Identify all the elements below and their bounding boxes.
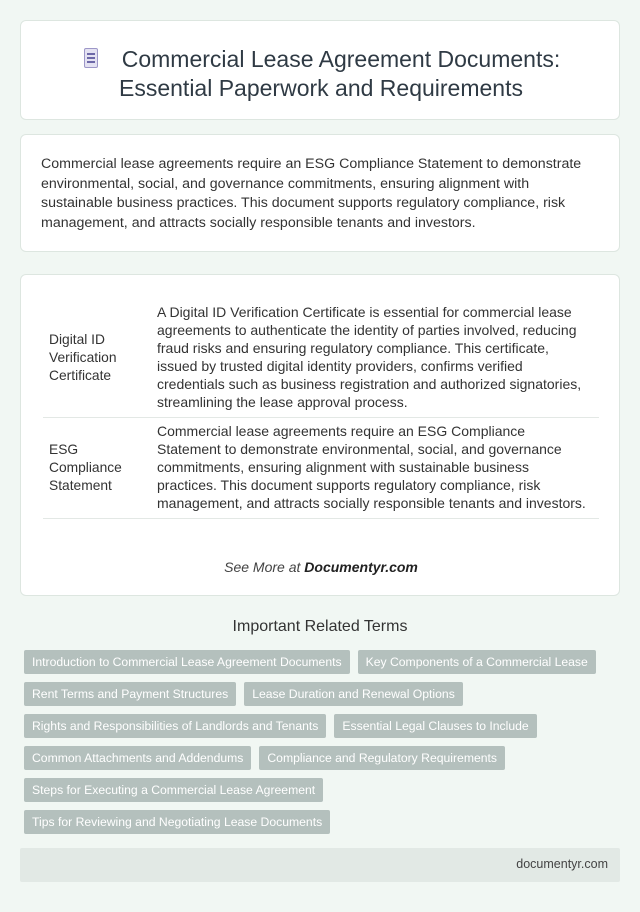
footer bbox=[20, 848, 620, 882]
related-term-tag[interactable]: Lease Duration and Renewal Options bbox=[244, 682, 463, 706]
documents-table-card bbox=[20, 274, 620, 596]
related-term-tag[interactable]: Tips for Reviewing and Negotiating Lease Documents bbox=[24, 810, 330, 834]
document-icon bbox=[82, 48, 100, 70]
related-terms-tags bbox=[24, 650, 616, 842]
related-term-tag[interactable]: Essential Legal Clauses to Include bbox=[334, 714, 536, 738]
related-term-tag[interactable]: Steps for Executing a Commercial Lease Agreement bbox=[24, 778, 323, 802]
title-line-2: Essential Paperwork and Requirements bbox=[119, 75, 523, 101]
see-more-link[interactable] bbox=[21, 559, 621, 575]
table-row bbox=[43, 418, 599, 519]
related-term-tag[interactable]: Rent Terms and Payment Structures bbox=[24, 682, 236, 706]
see-more-prefix: See More at bbox=[224, 559, 305, 575]
see-more-site[interactable]: Documentyr.com bbox=[304, 559, 418, 575]
intro-card bbox=[20, 134, 620, 252]
table-row bbox=[43, 299, 599, 418]
related-term-tag[interactable]: Common Attachments and Addendums bbox=[24, 746, 251, 770]
description-cell: Commercial lease agreements require an ESG Compliance Statement to demonstrate environmental, social, and governance commitments, ensuring alignment with sustainable business practices. This document supports regulatory compliance, risk management, and attracts socially responsible tenants and investors. bbox=[157, 423, 586, 511]
page-title bbox=[21, 45, 621, 103]
related-term-tag[interactable]: Key Components of a Commercial Lease bbox=[358, 650, 596, 674]
term-cell: ESG Compliance Statement bbox=[49, 442, 122, 493]
footer-site[interactable]: documentyr.com bbox=[516, 857, 608, 871]
title-line-1: Commercial Lease Agreement Documents: bbox=[121, 46, 561, 72]
intro-text: Commercial lease agreements require an ESG Compliance Statement to demonstrate environmental, social, and governance commitments, ensuring alignment with sustainable business practices. This document supports regulatory compliance, risk management, and attracts socially responsible tenants and investors. bbox=[41, 156, 582, 231]
description-cell: A Digital ID Verification Certificate is essential for commercial lease agreements to authenticate the identity of parties involved, reducing fraud risks and ensuring regulatory compliance. This certificate, issued by trusted digital identity providers, confirms verified credentials such as business registration and authorized signatories, streamlining the lease approval process. bbox=[157, 304, 582, 410]
documents-table bbox=[43, 299, 599, 519]
related-term-tag[interactable]: Introduction to Commercial Lease Agreement Documents bbox=[24, 650, 350, 674]
related-terms-title: Important Related Terms bbox=[232, 618, 408, 635]
header-card bbox=[20, 20, 620, 120]
related-term-tag[interactable]: Compliance and Regulatory Requirements bbox=[259, 746, 505, 770]
related-term-tag[interactable]: Rights and Responsibilities of Landlords and Tenants bbox=[24, 714, 326, 738]
term-cell: Digital ID Verification Certificate bbox=[49, 332, 117, 383]
